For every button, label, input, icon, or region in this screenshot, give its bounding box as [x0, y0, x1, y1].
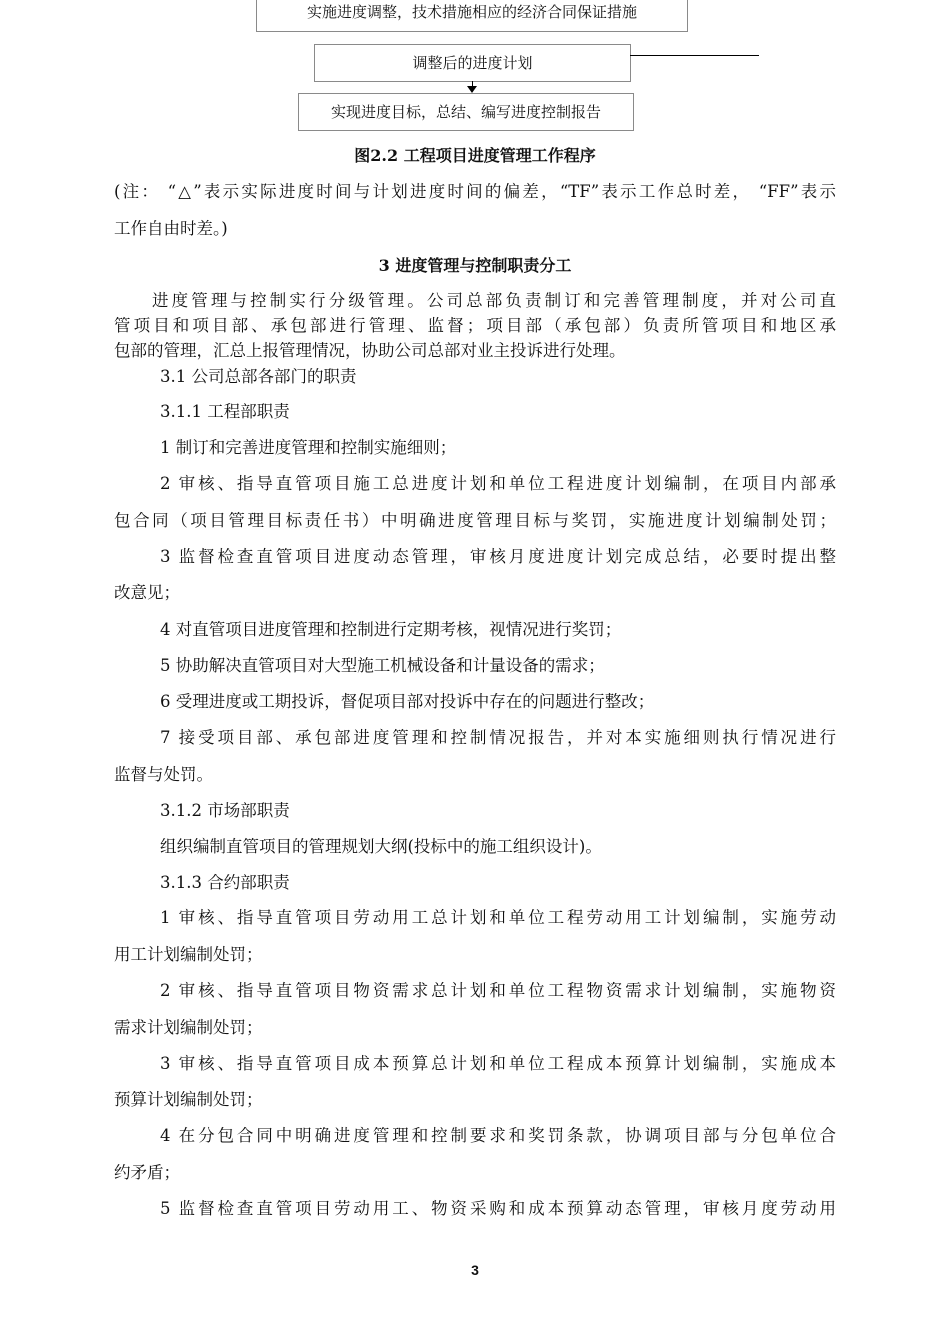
- eng-item-3b: 改意见；: [114, 583, 180, 602]
- page-number: 3: [471, 1262, 479, 1278]
- eng-item-7b: 监督与处罚。: [114, 765, 213, 784]
- figure-caption: 图2.2 工程项目进度管理工作程序: [354, 146, 596, 165]
- note-line-2: 工作自由时差。): [114, 219, 228, 238]
- eng-item-2a: 2 审核、指导直管项目施工总进度计划和单位工程进度计划编制，在项目内部承: [160, 474, 836, 493]
- contract-item-2a: 2 审核、指导直管项目物资需求总计划和单位工程物资需求计划编制，实施物资: [160, 981, 836, 1000]
- section-heading: 3 进度管理与控制职责分工: [378, 256, 572, 275]
- eng-item-1: 1 制订和完善进度管理和控制实施细则；: [160, 438, 457, 457]
- arrow-down-icon: [467, 86, 477, 93]
- contract-item-3a: 3 审核、指导直管项目成本预算总计划和单位工程成本预算计划编制，实施成本: [160, 1054, 836, 1073]
- eng-item-2b: 包合同（项目管理目标责任书）中明确进度管理目标与奖罚，实施进度计划编制处罚；: [114, 511, 836, 530]
- contract-item-5a: 5 监督检查直管项目劳动用工、物资采购和成本预算动态管理，审核月度劳动用: [160, 1199, 836, 1218]
- market-item: 组织编制直管项目的管理规划大纲(投标中的施工组织设计)。: [160, 837, 602, 856]
- flowchart-box-adjustment-measures: 实施进度调整，技术措施相应的经济合同保证措施: [256, 0, 688, 32]
- contract-item-4a: 4 在分包合同中明确进度管理和控制要求和奖罚条款，协调项目部与分包单位合: [160, 1126, 836, 1145]
- contract-item-2b: 需求计划编制处罚；: [114, 1018, 263, 1037]
- flowchart-box-adjusted-plan: 调整后的进度计划: [314, 44, 631, 82]
- contract-item-1a: 1 审核、指导直管项目劳动用工总计划和单位工程劳动用工计划编制，实施劳动: [160, 908, 836, 927]
- subsection-heading-3-1-1: 3.1.1 工程部职责: [160, 402, 290, 421]
- note-line-1: (注： “△”表示实际进度时间与计划进度时间的偏差，“TF”表示工作总时差， “FF”表示: [114, 182, 836, 201]
- contract-item-3b: 预算计划编制处罚；: [114, 1090, 263, 1109]
- flowchart-box-achieve-goal: 实现进度目标，总结、编写进度控制报告: [298, 93, 634, 131]
- intro-line-3: 包部的管理，汇总上报管理情况，协助公司总部对业主投诉进行处理。: [114, 341, 626, 360]
- intro-line-2: 管项目和项目部、承包部进行管理、监督；项目部（承包部）负责所管项目和地区承: [114, 316, 836, 335]
- eng-item-7a: 7 接受项目部、承包部进度管理和控制情况报告，并对本实施细则执行情况进行: [160, 728, 836, 747]
- intro-line-1: 进度管理与控制实行分级管理。公司总部负责制订和完善管理制度，并对公司直: [152, 291, 836, 310]
- contract-item-4b: 约矛盾；: [114, 1163, 180, 1182]
- eng-item-3a: 3 监督检查直管项目进度动态管理，审核月度进度计划完成总结，必要时提出整: [160, 547, 836, 566]
- contract-item-1b: 用工计划编制处罚；: [114, 945, 263, 964]
- eng-item-6: 6 受理进度或工期投诉，督促项目部对投诉中存在的问题进行整改；: [160, 692, 655, 711]
- subsection-heading-3-1-2: 3.1.2 市场部职责: [160, 801, 290, 820]
- subsection-heading-3-1-3: 3.1.3 合约部职责: [160, 873, 290, 892]
- eng-item-5: 5 协助解决直管项目对大型施工机械设备和计量设备的需求；: [160, 656, 605, 675]
- eng-item-4: 4 对直管项目进度管理和控制进行定期考核，视情况进行奖罚；: [160, 620, 622, 639]
- flowchart-connector-line: [630, 55, 759, 56]
- subsection-heading-3-1: 3.1 公司总部各部门的职责: [160, 367, 357, 386]
